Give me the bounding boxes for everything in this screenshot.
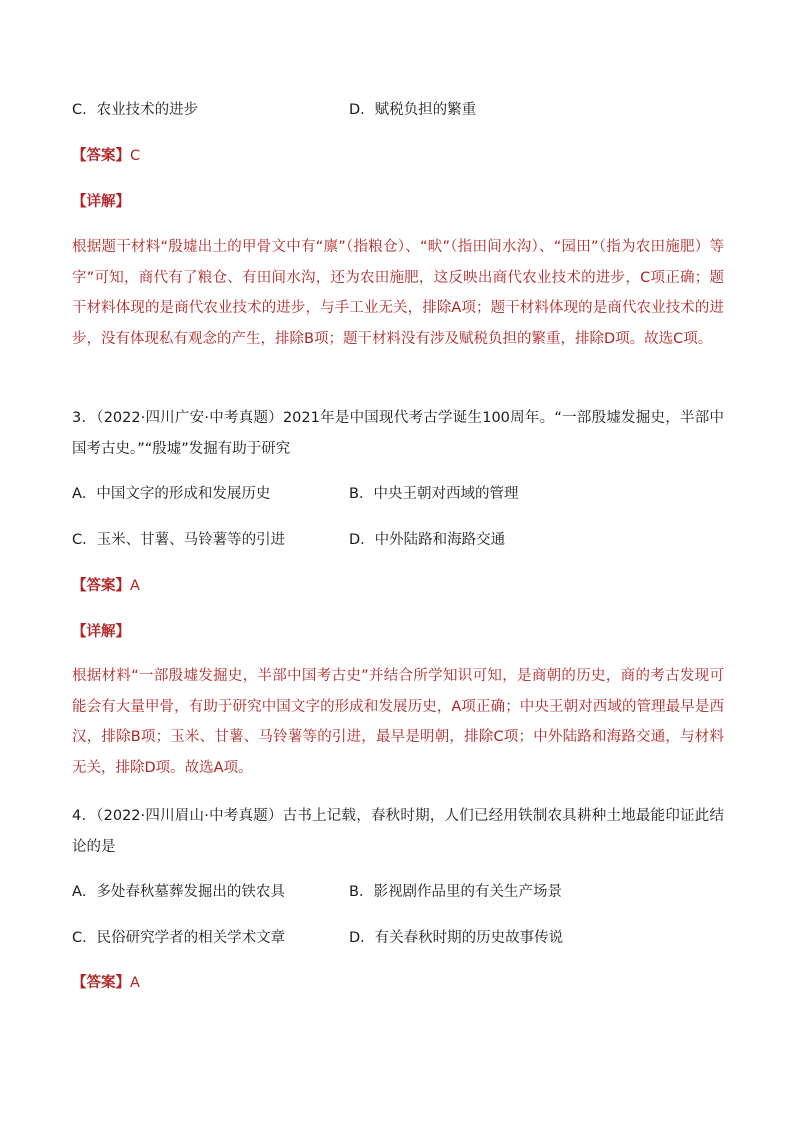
q3-option-c: C．玉米、甘薯、马铃薯等的引进 [72, 532, 286, 548]
q2-option-d: D．赋税负担的繁重 [349, 102, 477, 118]
answer-label: 【答案】 [72, 148, 130, 164]
answer-value: C [130, 148, 141, 164]
explain-label: 【详解】 [72, 624, 130, 640]
q2-explain-heading [72, 192, 130, 212]
q4-option-b: B．影视剧作品里的有关生产场景 [349, 884, 562, 900]
q4-option-d: D．有关春秋时期的历史故事传说 [349, 930, 564, 946]
answer-value: A [130, 578, 140, 594]
answer-label: 【答案】 [72, 578, 130, 594]
q2-explanation: 根据题干材料“殷墟出土的甲骨文中有“廪”（指粮仓）、“畎”（指田间水沟）、“园田”（指为农田施肥）等字”可知，商代有了粮仓、有田间水沟，还为农田施肥，这反映出商代农业技术的进步，C项正确；题干材料体现的是商代农业技术的进步，与手工业无关，排除A项；题干材料体现的是商代农业技术的进步，没有体现私有观念的产生，排除B项；题干材料没有涉及赋税负担的繁重，排除D项。故选C项。 [72, 239, 724, 347]
q3-answer [72, 576, 140, 596]
answer-value: A [130, 975, 140, 991]
q4-stem: 4．（2022·四川眉山·中考真题）古书上记载，春秋时期，人们已经用铁制农具耕种土地最能印证此结论的是 [72, 808, 724, 855]
q2-option-c: C．农业技术的进步 [72, 102, 199, 118]
answer-label: 【答案】 [72, 975, 130, 991]
q3-option-d: D．中外陆路和海路交通 [349, 532, 506, 548]
explain-label: 【详解】 [72, 194, 130, 210]
q2-answer [72, 146, 140, 166]
q3-stem: 3．（2022·四川广安·中考真题）2021年是中国现代考古学诞生100周年。“一部殷墟发掘史，半部中国考古史。”“殷墟”发掘有助于研究 [72, 410, 724, 457]
q3-explain-heading [72, 622, 130, 642]
q3-option-b: B．中央王朝对西域的管理 [349, 486, 519, 502]
q3-explanation: 根据材料“一部殷墟发掘史，半部中国考古史”并结合所学知识可知，是商朝的历史，商的考古发现可能会有大量甲骨，有助于研究中国文字的形成和发展历史，A项正确；中央王朝对西域的管理最早是西汉，排除B项；玉米、甘薯、马铃薯等的引进，最早是明朝，排除C项；中外陆路和海路交通，与材料无关，排除D项。故选A项。 [72, 668, 724, 776]
q4-answer [72, 973, 140, 993]
q3-option-a: A．中国文字的形成和发展历史 [72, 486, 271, 502]
q4-option-a: A．多处春秋墓葬发掘出的铁农具 [72, 884, 285, 900]
q4-option-c: C．民俗研究学者的相关学术文章 [72, 930, 286, 946]
